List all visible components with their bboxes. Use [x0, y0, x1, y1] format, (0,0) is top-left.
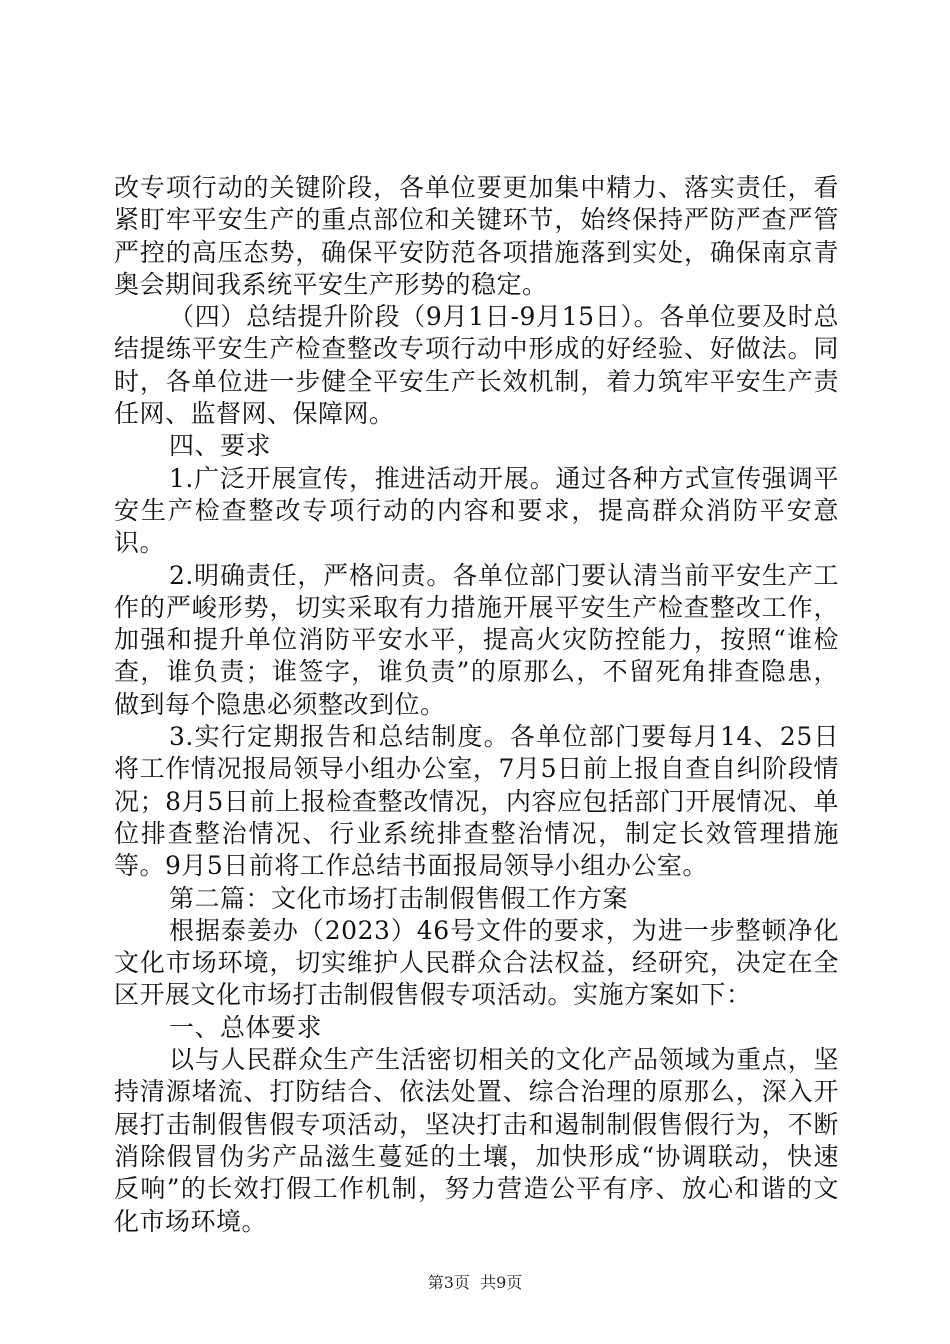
paragraph-continuation: 改专项行动的关键阶段，各单位要更加集中精力、落实责任，看紧盯牢平安生产的重点部位和关键环节，始终保持严防严查严管严控的高压态势，确保平安防范各项措施落到实处，确保南京青奥会期间我系统平安生产形势的稳定。	[114, 173, 839, 299]
page-number-label: 第3页 共9页	[427, 1273, 523, 1292]
document-body	[114, 172, 839, 1238]
part-two-title: 第二篇：文化市场打击制假售假工作方案	[169, 883, 629, 913]
page-footer	[0, 1270, 950, 1293]
section-heading-requirements: 四、要求	[169, 431, 272, 461]
paragraph-requirement-2: 2.明确责任，严格问责。各单位部门要认清当前平安生产工作的严峻形势，切实采取有力措施开展平安生产检查整改工作，加强和提升单位消防平安水平，提高火灾防控能力，按照“谁检查，谁负责；谁签字，谁负责”的原那么，不留死角排查隐患，做到每个隐患必须整改到位。	[114, 560, 839, 719]
paragraph-stage-four: （四）总结提升阶段（9月1日-9月15日）。各单位要及时总结提练平安生产检查整改专项行动中形成的好经验、好做法。同时，各单位进一步健全平安生产长效机制，着力筑牢平安生产责任网、监督网、保障网。	[114, 302, 839, 429]
section-heading-general-requirements: 一、总体要求	[169, 1012, 323, 1042]
paragraph-general-requirements: 以与人民群众生产生活密切相关的文化产品领域为重点，坚持清源堵流、打防结合、依法处置、综合治理的原那么，深入开展打击制假售假专项活动，坚决打击和遏制制假售假行为，不断消除假冒伪劣产品滋生蔓延的土壤，加快形成“协调联动，快速反响”的长效打假工作机制，努力营造公平有序、放心和谐的文化市场环境。	[114, 1045, 839, 1236]
paragraph-requirement-3: 3.实行定期报告和总结制度。各单位部门要每月14、25日将工作情况报局领导小组办公室，7月5日前上报自查自纠阶段情况；8月5日前上报检查整改情况，内容应包括部门开展情况、单位排查整治情况、行业系统排查整治情况，制定长效管理措施等。9月5日前将工作总结书面报局领导小组办公室。	[114, 722, 839, 881]
paragraph-basis: 根据泰姜办（2023）46号文件的要求，为进一步整顿净化文化市场环境，切实维护人民群众合法权益，经研究，决定在全区开展文化市场打击制假售假专项活动。实施方案如下：	[114, 915, 839, 1010]
paragraph-requirement-1: 1.广泛开展宣传，推进活动开展。通过各种方式宣传强调平安生产检查整改专项行动的内容和要求，提高群众消防平安意识。	[114, 463, 839, 558]
